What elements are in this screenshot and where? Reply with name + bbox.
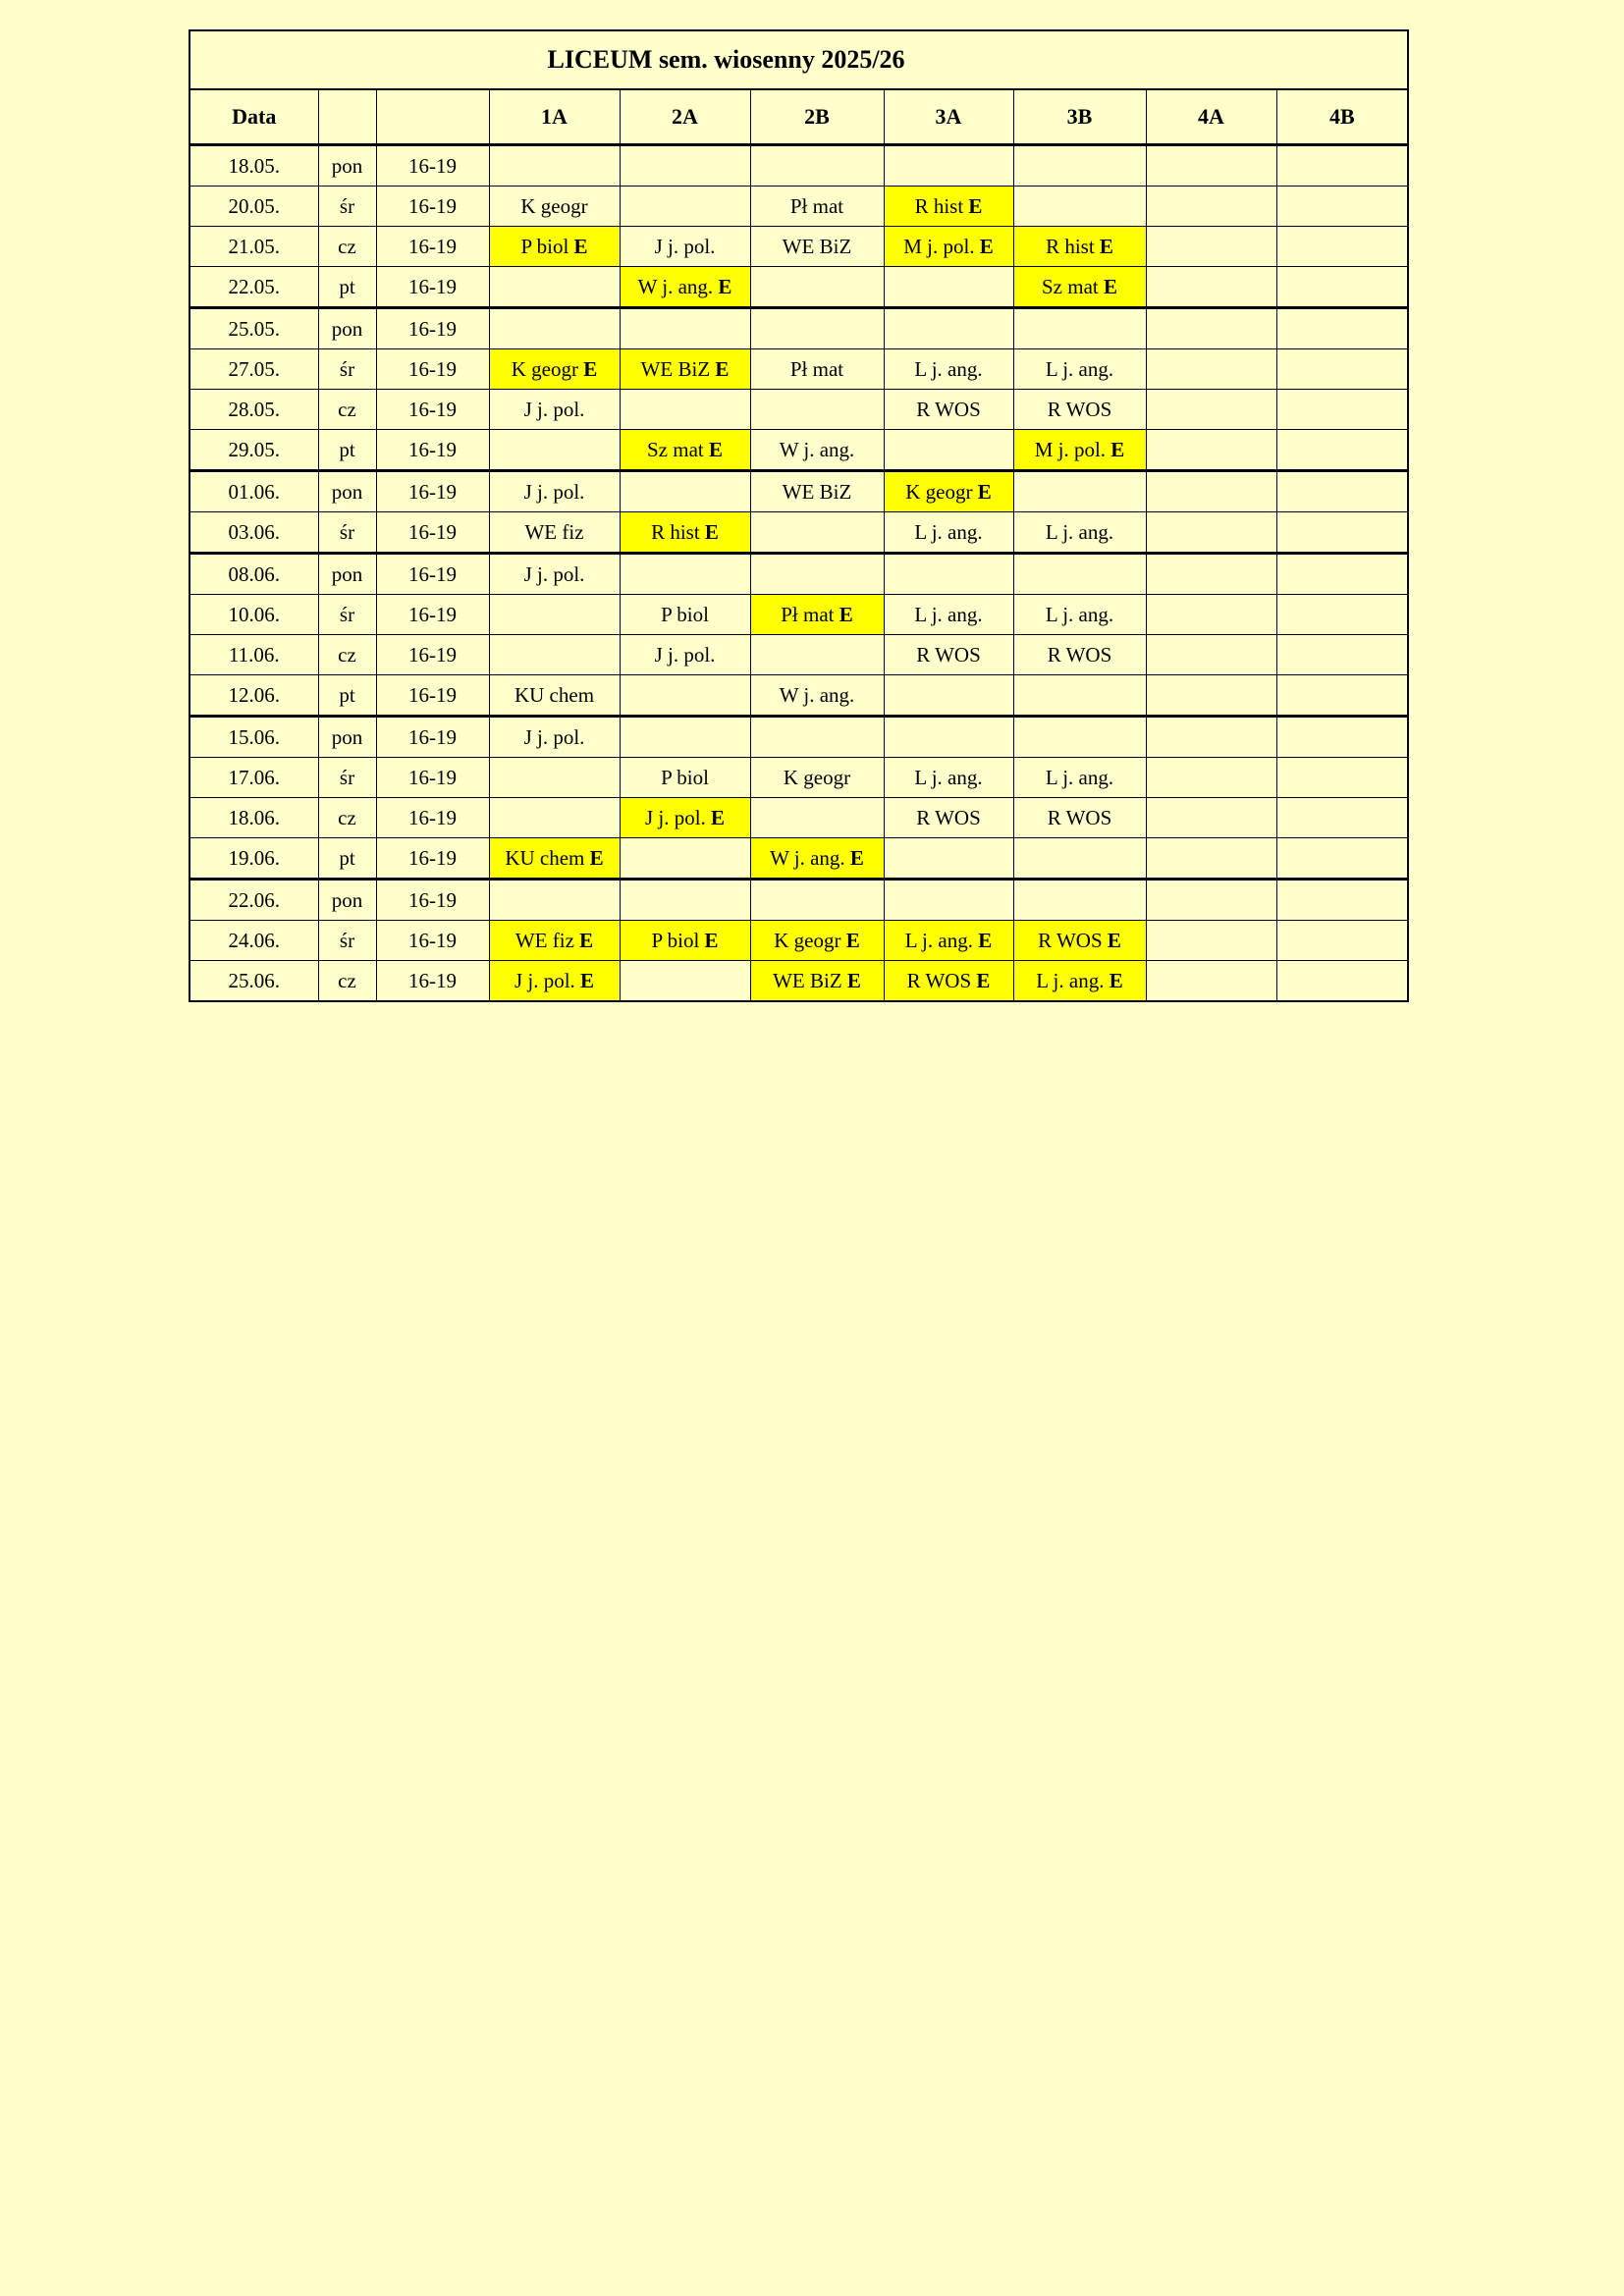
- schedule-cell-4a: [1146, 838, 1276, 880]
- schedule-cell-2b: Pł mat E: [750, 595, 884, 635]
- schedule-cell-4b: [1276, 349, 1408, 390]
- time-cell: 16-19: [376, 308, 489, 349]
- day-cell: cz: [318, 798, 376, 838]
- schedule-cell-2b: [750, 717, 884, 758]
- schedule-cell-3a: [884, 430, 1013, 471]
- schedule-cell-1a: K geogr E: [489, 349, 620, 390]
- time-cell: 16-19: [376, 187, 489, 227]
- schedule-cell-2b: W j. ang.: [750, 430, 884, 471]
- schedule-cell-1a: KU chem: [489, 675, 620, 717]
- schedule-cell-3a: L j. ang.: [884, 512, 1013, 554]
- column-header-3a: 3A: [884, 89, 1013, 145]
- schedule-cell-4b: [1276, 471, 1408, 512]
- schedule-cell-2a: [620, 187, 750, 227]
- schedule-cell-4b: [1276, 798, 1408, 838]
- schedule-cell-4a: [1146, 308, 1276, 349]
- schedule-cell-4b: [1276, 430, 1408, 471]
- time-cell: 16-19: [376, 145, 489, 187]
- schedule-cell-3a: [884, 675, 1013, 717]
- table-row: [189, 961, 1408, 1002]
- date-cell: 18.06.: [189, 798, 318, 838]
- schedule-table: [189, 29, 1409, 1002]
- schedule-cell-4a: [1146, 921, 1276, 961]
- exam-marker: E: [976, 968, 991, 992]
- schedule-cell-3b: R hist E: [1013, 227, 1146, 267]
- column-header-2b: 2B: [750, 89, 884, 145]
- schedule-cell-2b: [750, 512, 884, 554]
- exam-marker: E: [978, 928, 993, 952]
- exam-marker: E: [704, 519, 719, 544]
- column-header-4b: 4B: [1276, 89, 1408, 145]
- day-cell: śr: [318, 512, 376, 554]
- column-header-1a: 1A: [489, 89, 620, 145]
- table-row: [189, 390, 1408, 430]
- date-cell: 21.05.: [189, 227, 318, 267]
- exam-marker: E: [704, 928, 719, 952]
- schedule-cell-2a: [620, 554, 750, 595]
- column-header-2a: 2A: [620, 89, 750, 145]
- schedule-cell-2b: [750, 635, 884, 675]
- date-cell: 27.05.: [189, 349, 318, 390]
- table-row: [189, 430, 1408, 471]
- schedule-cell-3b: M j. pol. E: [1013, 430, 1146, 471]
- schedule-cell-4a: [1146, 145, 1276, 187]
- schedule-cell-1a: [489, 635, 620, 675]
- schedule-cell-4b: [1276, 595, 1408, 635]
- schedule-cell-2a: [620, 308, 750, 349]
- exam-marker: E: [589, 845, 604, 870]
- schedule-cell-1a: J j. pol.: [489, 554, 620, 595]
- schedule-cell-3b: L j. ang. E: [1013, 961, 1146, 1002]
- schedule-cell-3a: L j. ang.: [884, 758, 1013, 798]
- schedule-cell-1a: WE fiz E: [489, 921, 620, 961]
- date-cell: 01.06.: [189, 471, 318, 512]
- schedule-cell-4b: [1276, 961, 1408, 1002]
- date-cell: 22.05.: [189, 267, 318, 308]
- schedule-cell-4a: [1146, 430, 1276, 471]
- column-header-data: Data: [189, 89, 318, 145]
- schedule-cell-4a: [1146, 635, 1276, 675]
- schedule-cell-2a: P biol: [620, 758, 750, 798]
- schedule-cell-4a: [1146, 717, 1276, 758]
- column-header-row: [189, 89, 1408, 145]
- schedule-cell-3b: [1013, 187, 1146, 227]
- schedule-cell-2a: P biol E: [620, 921, 750, 961]
- schedule-cell-4a: [1146, 390, 1276, 430]
- schedule-cell-1a: [489, 595, 620, 635]
- schedule-cell-1a: [489, 267, 620, 308]
- schedule-cell-3a: [884, 838, 1013, 880]
- table-row: [189, 554, 1408, 595]
- time-cell: 16-19: [376, 595, 489, 635]
- schedule-cell-2a: WE BiZ E: [620, 349, 750, 390]
- schedule-cell-2a: J j. pol.: [620, 227, 750, 267]
- schedule-cell-4a: [1146, 554, 1276, 595]
- time-cell: 16-19: [376, 227, 489, 267]
- schedule-cell-2b: [750, 267, 884, 308]
- schedule-cell-3b: R WOS: [1013, 635, 1146, 675]
- schedule-cell-4b: [1276, 554, 1408, 595]
- schedule-cell-4a: [1146, 512, 1276, 554]
- exam-marker: E: [977, 479, 992, 504]
- schedule-cell-3b: L j. ang.: [1013, 512, 1146, 554]
- schedule-cell-4b: [1276, 227, 1408, 267]
- exam-marker: E: [1107, 928, 1121, 952]
- schedule-cell-1a: P biol E: [489, 227, 620, 267]
- day-cell: cz: [318, 635, 376, 675]
- schedule-cell-4b: [1276, 717, 1408, 758]
- schedule-cell-3b: [1013, 471, 1146, 512]
- schedule-cell-2b: [750, 308, 884, 349]
- day-cell: pt: [318, 838, 376, 880]
- schedule-cell-3b: R WOS: [1013, 798, 1146, 838]
- exam-marker: E: [1103, 274, 1117, 298]
- schedule-cell-4b: [1276, 512, 1408, 554]
- schedule-cell-4a: [1146, 349, 1276, 390]
- title-row: [189, 30, 1408, 89]
- schedule-cell-4b: [1276, 675, 1408, 717]
- schedule-cell-2a: [620, 838, 750, 880]
- time-cell: 16-19: [376, 798, 489, 838]
- schedule-cell-2a: Sz mat E: [620, 430, 750, 471]
- schedule-cell-4b: [1276, 838, 1408, 880]
- date-cell: 20.05.: [189, 187, 318, 227]
- schedule-cell-2b: W j. ang. E: [750, 838, 884, 880]
- table-row: [189, 267, 1408, 308]
- exam-marker: E: [718, 274, 732, 298]
- schedule-body: [189, 145, 1408, 1002]
- schedule-cell-3a: L j. ang.: [884, 595, 1013, 635]
- schedule-cell-4a: [1146, 880, 1276, 921]
- schedule-cell-2b: [750, 390, 884, 430]
- exam-marker: E: [845, 928, 860, 952]
- schedule-cell-1a: [489, 758, 620, 798]
- date-cell: 08.06.: [189, 554, 318, 595]
- table-row: [189, 187, 1408, 227]
- date-cell: 10.06.: [189, 595, 318, 635]
- day-cell: śr: [318, 349, 376, 390]
- schedule-cell-2a: [620, 145, 750, 187]
- schedule-cell-2a: R hist E: [620, 512, 750, 554]
- schedule-cell-2b: K geogr: [750, 758, 884, 798]
- exam-marker: E: [579, 928, 594, 952]
- schedule-cell-2a: W j. ang. E: [620, 267, 750, 308]
- page-title: LICEUM sem. wiosenny 2025/26: [189, 30, 1408, 89]
- exam-marker: E: [583, 356, 598, 381]
- date-cell: 11.06.: [189, 635, 318, 675]
- schedule-cell-1a: K geogr: [489, 187, 620, 227]
- schedule-cell-3b: [1013, 145, 1146, 187]
- schedule-cell-4a: [1146, 798, 1276, 838]
- exam-marker: E: [846, 968, 861, 992]
- date-cell: 03.06.: [189, 512, 318, 554]
- schedule-cell-2b: Pł mat: [750, 187, 884, 227]
- time-cell: 16-19: [376, 758, 489, 798]
- day-cell: pon: [318, 308, 376, 349]
- schedule-cell-3b: R WOS E: [1013, 921, 1146, 961]
- schedule-cell-4a: [1146, 675, 1276, 717]
- table-row: [189, 145, 1408, 187]
- schedule-cell-1a: KU chem E: [489, 838, 620, 880]
- day-cell: cz: [318, 227, 376, 267]
- date-cell: 25.05.: [189, 308, 318, 349]
- table-row: [189, 308, 1408, 349]
- date-cell: 12.06.: [189, 675, 318, 717]
- schedule-cell-3a: [884, 554, 1013, 595]
- time-cell: 16-19: [376, 717, 489, 758]
- time-cell: 16-19: [376, 961, 489, 1002]
- exam-marker: E: [979, 234, 994, 258]
- schedule-cell-3b: Sz mat E: [1013, 267, 1146, 308]
- column-header-3b: 3B: [1013, 89, 1146, 145]
- date-cell: 17.06.: [189, 758, 318, 798]
- schedule-cell-2b: WE BiZ: [750, 227, 884, 267]
- schedule-cell-3b: [1013, 675, 1146, 717]
- schedule-cell-2b: [750, 554, 884, 595]
- table-row: [189, 635, 1408, 675]
- day-cell: pon: [318, 554, 376, 595]
- schedule-cell-3b: [1013, 880, 1146, 921]
- date-cell: 18.05.: [189, 145, 318, 187]
- exam-marker: E: [573, 234, 588, 258]
- schedule-cell-2a: [620, 961, 750, 1002]
- day-cell: śr: [318, 595, 376, 635]
- schedule-cell-3a: [884, 717, 1013, 758]
- schedule-cell-1a: [489, 430, 620, 471]
- day-cell: śr: [318, 921, 376, 961]
- schedule-cell-3a: R WOS: [884, 798, 1013, 838]
- exam-marker: E: [968, 193, 983, 218]
- column-header-4a: 4A: [1146, 89, 1276, 145]
- schedule-cell-3a: [884, 880, 1013, 921]
- time-cell: 16-19: [376, 675, 489, 717]
- table-row: [189, 349, 1408, 390]
- date-cell: 22.06.: [189, 880, 318, 921]
- column-header-empty-1: [318, 89, 376, 145]
- date-cell: 25.06.: [189, 961, 318, 1002]
- schedule-cell-4b: [1276, 390, 1408, 430]
- schedule-cell-1a: J j. pol.: [489, 471, 620, 512]
- time-cell: 16-19: [376, 880, 489, 921]
- schedule-cell-4a: [1146, 595, 1276, 635]
- schedule-cell-4b: [1276, 267, 1408, 308]
- table-row: [189, 758, 1408, 798]
- schedule-cell-2b: [750, 145, 884, 187]
- schedule-cell-2a: [620, 390, 750, 430]
- schedule-cell-3a: [884, 267, 1013, 308]
- schedule-cell-4a: [1146, 187, 1276, 227]
- schedule-cell-3b: [1013, 717, 1146, 758]
- schedule-cell-3b: L j. ang.: [1013, 349, 1146, 390]
- schedule-cell-4b: [1276, 308, 1408, 349]
- schedule-cell-2b: Pł mat: [750, 349, 884, 390]
- schedule-cell-4a: [1146, 961, 1276, 1002]
- schedule-cell-4b: [1276, 880, 1408, 921]
- exam-marker: E: [711, 805, 726, 829]
- schedule-cell-2b: WE BiZ E: [750, 961, 884, 1002]
- table-row: [189, 595, 1408, 635]
- schedule-cell-1a: [489, 308, 620, 349]
- schedule-cell-1a: [489, 145, 620, 187]
- schedule-cell-2b: K geogr E: [750, 921, 884, 961]
- schedule-cell-3a: R WOS: [884, 635, 1013, 675]
- day-cell: cz: [318, 961, 376, 1002]
- day-cell: pon: [318, 471, 376, 512]
- table-row: [189, 471, 1408, 512]
- schedule-cell-3a: R hist E: [884, 187, 1013, 227]
- date-cell: 29.05.: [189, 430, 318, 471]
- schedule-cell-2a: J j. pol. E: [620, 798, 750, 838]
- schedule-cell-2a: [620, 880, 750, 921]
- time-cell: 16-19: [376, 838, 489, 880]
- day-cell: pon: [318, 145, 376, 187]
- schedule-cell-2a: [620, 471, 750, 512]
- column-header-empty-2: [376, 89, 489, 145]
- schedule-cell-3b: [1013, 308, 1146, 349]
- exam-marker: E: [849, 845, 864, 870]
- schedule-cell-3b: R WOS: [1013, 390, 1146, 430]
- time-cell: 16-19: [376, 921, 489, 961]
- schedule-cell-1a: WE fiz: [489, 512, 620, 554]
- schedule-cell-2a: [620, 717, 750, 758]
- time-cell: 16-19: [376, 635, 489, 675]
- schedule-cell-1a: J j. pol. E: [489, 961, 620, 1002]
- timetable-sheet: [189, 29, 1409, 1002]
- exam-marker: E: [839, 602, 853, 626]
- schedule-cell-4b: [1276, 145, 1408, 187]
- time-cell: 16-19: [376, 349, 489, 390]
- time-cell: 16-19: [376, 390, 489, 430]
- schedule-cell-2b: WE BiZ: [750, 471, 884, 512]
- schedule-cell-2b: [750, 798, 884, 838]
- schedule-cell-3a: R WOS: [884, 390, 1013, 430]
- day-cell: śr: [318, 758, 376, 798]
- time-cell: 16-19: [376, 554, 489, 595]
- schedule-cell-1a: J j. pol.: [489, 717, 620, 758]
- schedule-cell-4a: [1146, 227, 1276, 267]
- schedule-cell-4a: [1146, 758, 1276, 798]
- day-cell: cz: [318, 390, 376, 430]
- exam-marker: E: [708, 437, 723, 461]
- schedule-cell-4a: [1146, 471, 1276, 512]
- table-row: [189, 512, 1408, 554]
- schedule-cell-3a: K geogr E: [884, 471, 1013, 512]
- time-cell: 16-19: [376, 512, 489, 554]
- table-row: [189, 798, 1408, 838]
- date-cell: 19.06.: [189, 838, 318, 880]
- schedule-cell-2b: [750, 880, 884, 921]
- time-cell: 16-19: [376, 430, 489, 471]
- date-cell: 28.05.: [189, 390, 318, 430]
- schedule-cell-1a: J j. pol.: [489, 390, 620, 430]
- schedule-cell-3b: [1013, 554, 1146, 595]
- schedule-cell-3a: L j. ang. E: [884, 921, 1013, 961]
- day-cell: pon: [318, 880, 376, 921]
- schedule-cell-3a: [884, 145, 1013, 187]
- schedule-cell-4b: [1276, 921, 1408, 961]
- schedule-cell-3a: [884, 308, 1013, 349]
- table-row: [189, 838, 1408, 880]
- day-cell: pt: [318, 430, 376, 471]
- exam-marker: E: [715, 356, 730, 381]
- schedule-cell-3b: L j. ang.: [1013, 758, 1146, 798]
- schedule-cell-3b: [1013, 838, 1146, 880]
- table-row: [189, 227, 1408, 267]
- schedule-cell-3a: L j. ang.: [884, 349, 1013, 390]
- schedule-cell-1a: [489, 798, 620, 838]
- exam-marker: E: [1110, 437, 1125, 461]
- schedule-cell-2a: J j. pol.: [620, 635, 750, 675]
- time-cell: 16-19: [376, 471, 489, 512]
- day-cell: śr: [318, 187, 376, 227]
- schedule-cell-2a: P biol: [620, 595, 750, 635]
- table-row: [189, 921, 1408, 961]
- exam-marker: E: [1099, 234, 1113, 258]
- day-cell: pt: [318, 267, 376, 308]
- date-cell: 15.06.: [189, 717, 318, 758]
- schedule-cell-4b: [1276, 758, 1408, 798]
- schedule-cell-4a: [1146, 267, 1276, 308]
- schedule-cell-3a: R WOS E: [884, 961, 1013, 1002]
- table-row: [189, 880, 1408, 921]
- schedule-cell-1a: [489, 880, 620, 921]
- time-cell: 16-19: [376, 267, 489, 308]
- day-cell: pt: [318, 675, 376, 717]
- day-cell: pon: [318, 717, 376, 758]
- schedule-cell-4b: [1276, 635, 1408, 675]
- exam-marker: E: [580, 968, 595, 992]
- table-row: [189, 675, 1408, 717]
- schedule-cell-4b: [1276, 187, 1408, 227]
- schedule-cell-3b: L j. ang.: [1013, 595, 1146, 635]
- exam-marker: E: [1109, 968, 1123, 992]
- schedule-cell-2b: W j. ang.: [750, 675, 884, 717]
- table-row: [189, 717, 1408, 758]
- schedule-cell-3a: M j. pol. E: [884, 227, 1013, 267]
- date-cell: 24.06.: [189, 921, 318, 961]
- schedule-cell-2a: [620, 675, 750, 717]
